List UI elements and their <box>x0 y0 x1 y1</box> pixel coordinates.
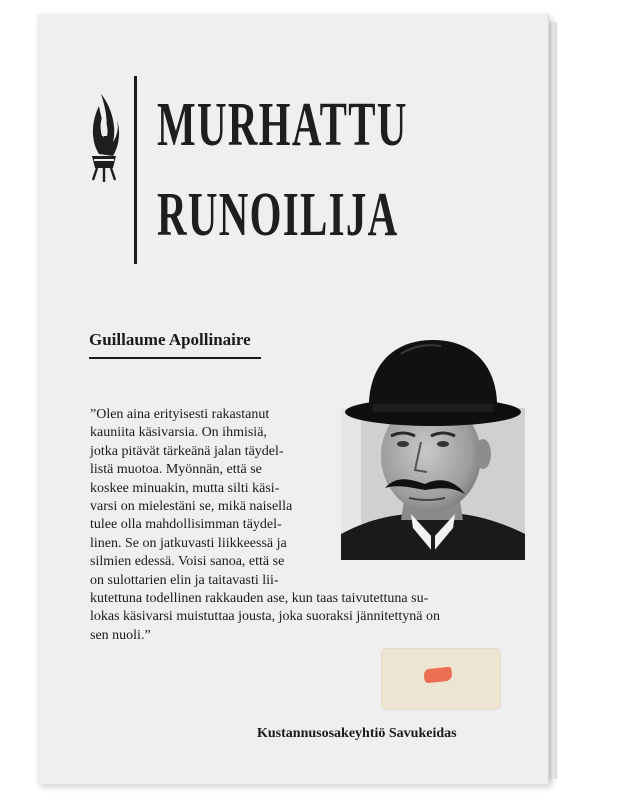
title-divider <box>134 76 137 264</box>
back-cover-quote <box>90 406 510 645</box>
book-title-line-1: MURHATTU <box>157 91 408 159</box>
quote-line: jotka pitävät tärkeänä jalan täydel- <box>90 443 284 459</box>
book-page-edge <box>549 22 557 779</box>
quote-line: koskee minuakin, mutta silti käsi- <box>90 480 280 496</box>
publisher-name: Kustannusosakeyhtiö Savukeidas <box>257 726 457 741</box>
quote-line: listä muotoa. Myönnän, että se <box>90 462 262 478</box>
quote-line: linen. Se on jatkuvasti liikkeessä ja <box>90 535 287 551</box>
quote-line: sen nuoli.” <box>90 627 151 643</box>
quote-line: silmien edessä. Voisi sanoa, että se <box>90 554 285 570</box>
quote-line: on sulottarien elin ja taitavasti lii- <box>90 572 279 588</box>
quote-line: varsi on mielestäni se, mikä naisella <box>90 499 293 515</box>
flame-brazier-icon <box>87 76 121 186</box>
author-name: Guillaume Apollinaire <box>89 330 251 349</box>
quote-line: lokas käsivarsi muistuttaa jousta, joka suoraksi jännitettynä on <box>90 609 440 625</box>
book-title-line-2: RUNOILIJA <box>157 181 399 249</box>
author-underline <box>89 357 261 359</box>
quote-line: kutettuna todellinen rakkauden ase, kun taas taivutettuna su- <box>90 591 429 607</box>
book-cover <box>37 14 549 784</box>
quote-line: tulee olla mahdollisimman täydel- <box>90 517 282 533</box>
quote-line: ”Olen aina erityisesti rakastanut <box>90 407 270 422</box>
quote-line: kauniita käsivarsia. On ihmisiä, <box>90 425 267 441</box>
